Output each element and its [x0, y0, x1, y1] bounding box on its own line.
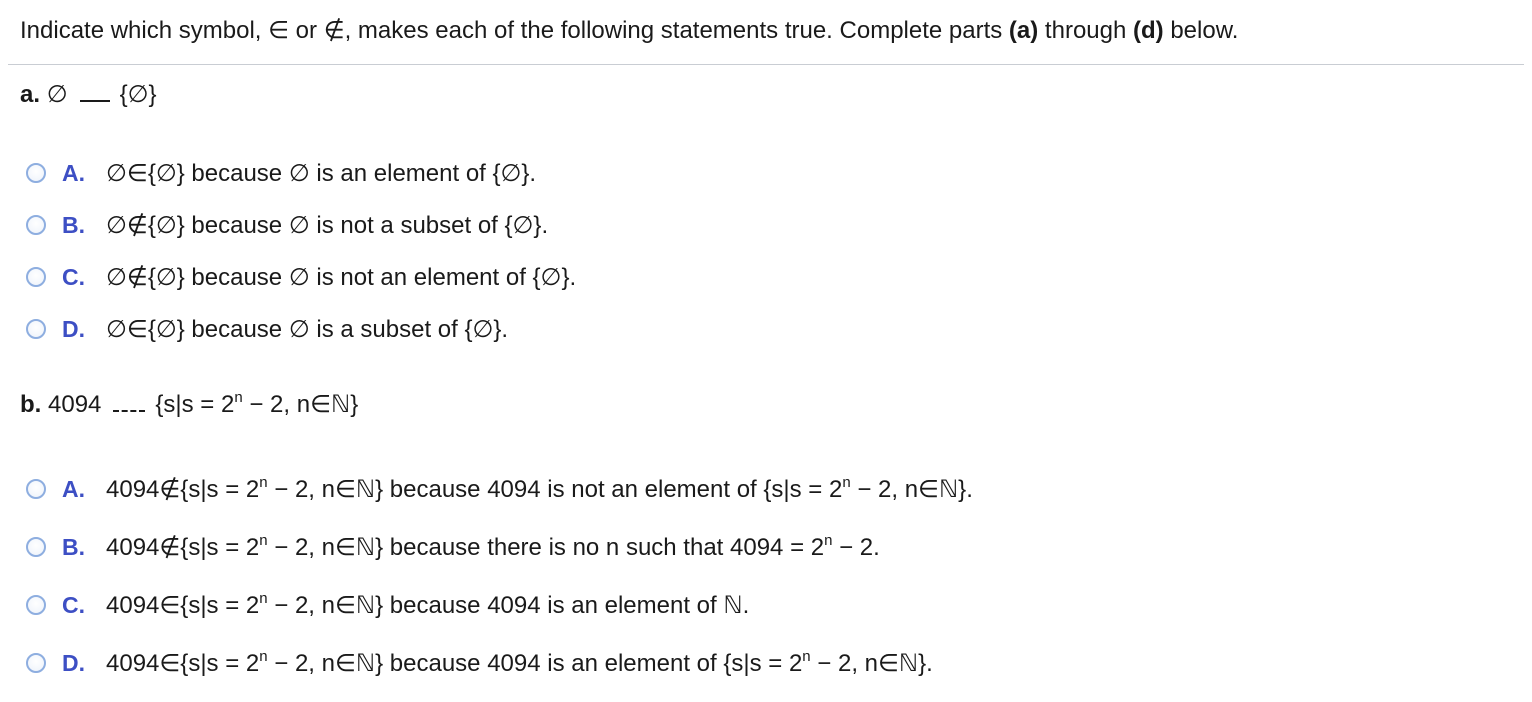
option-letter: C.	[62, 591, 85, 618]
radio-button[interactable]	[26, 267, 46, 287]
instructions-suffix: below.	[1163, 17, 1239, 44]
radio-button[interactable]	[26, 595, 46, 615]
radio-button[interactable]	[26, 319, 46, 339]
option-text-part: − 2, n∈ℕ}.	[810, 649, 933, 677]
part-b-set-suffix: − 2, n∈ℕ}	[242, 391, 359, 418]
exponent: n	[259, 647, 268, 665]
part-a-blank	[80, 99, 110, 102]
exponent: n	[824, 531, 833, 549]
radio-button[interactable]	[26, 215, 46, 235]
part-b-statement	[20, 388, 358, 422]
part-b-option-c[interactable]	[26, 588, 749, 622]
instructions-part-d: (d)	[1133, 17, 1164, 44]
part-b-option-a[interactable]	[26, 472, 973, 506]
option-letter: A.	[62, 475, 85, 502]
part-a-option-d[interactable]	[26, 312, 508, 346]
option-letter: A.	[62, 159, 85, 186]
option-text-part: 4094∉{s|s = 2	[106, 533, 260, 561]
option-text-part: 4094∉{s|s = 2	[106, 475, 260, 503]
option-letter: B.	[62, 211, 85, 238]
option-text	[106, 649, 933, 678]
option-letter: B.	[62, 533, 85, 560]
radio-button[interactable]	[26, 163, 46, 183]
radio-button[interactable]	[26, 653, 46, 673]
part-a-letter: a.	[20, 81, 41, 108]
option-text-part: − 2, n∈ℕ}.	[850, 475, 973, 503]
radio-button[interactable]	[26, 479, 46, 499]
exponent: n	[259, 531, 268, 549]
exponent: n	[259, 589, 268, 607]
instructions-text	[20, 14, 1238, 48]
radio-button[interactable]	[26, 537, 46, 557]
option-text-part: − 2, n∈ℕ} because 4094 is not an element of {s|s = 2	[267, 475, 843, 503]
option-text: ∅∉{∅} because ∅ is not a subset of {∅}.	[106, 211, 549, 239]
instructions-prefix: Indicate which symbol, ∈ or ∉, makes each of the following statements true. Complete parts	[20, 17, 1009, 44]
part-b-set-prefix: {s|s = 2	[155, 391, 235, 418]
option-text-part: − 2, n∈ℕ} because 4094 is an element of ℕ.	[267, 591, 750, 619]
part-a-statement	[20, 78, 157, 112]
part-a-option-a[interactable]	[26, 156, 536, 190]
part-a-left-operand: ∅	[46, 81, 68, 108]
part-a-right-operand: {∅}	[119, 81, 157, 108]
option-text: ∅∉{∅} because ∅ is not an element of {∅}.	[106, 263, 577, 291]
option-text: ∅∈{∅} because ∅ is a subset of {∅}.	[106, 315, 509, 343]
exponent: n	[802, 647, 811, 665]
part-b-exponent: n	[234, 389, 243, 406]
header-divider	[8, 64, 1524, 65]
option-text	[106, 475, 973, 504]
part-b-option-d[interactable]	[26, 646, 933, 680]
exponent: n	[259, 473, 268, 491]
option-text	[106, 591, 749, 620]
option-text-part: − 2, n∈ℕ} because there is no n such that 4094 = 2	[267, 533, 825, 561]
option-text-part: 4094∈{s|s = 2	[106, 649, 260, 677]
option-text-part: 4094∈{s|s = 2	[106, 591, 260, 619]
instructions-middle: through	[1038, 17, 1133, 44]
part-b-blank	[113, 409, 145, 412]
option-text	[106, 533, 880, 562]
option-letter: C.	[62, 263, 85, 290]
option-text-part: − 2, n∈ℕ} because 4094 is an element of {s|s = 2	[267, 649, 803, 677]
option-text-part: − 2.	[832, 533, 880, 561]
part-b-letter: b.	[20, 391, 42, 418]
instructions-part-a: (a)	[1008, 17, 1039, 44]
option-text: ∅∈{∅} because ∅ is an element of {∅}.	[106, 159, 537, 187]
option-letter: D.	[62, 315, 85, 342]
part-a-option-b[interactable]	[26, 208, 548, 242]
part-b-option-b[interactable]	[26, 530, 880, 564]
exponent: n	[842, 473, 851, 491]
option-letter: D.	[62, 649, 85, 676]
part-a-option-c[interactable]	[26, 260, 576, 294]
part-b-left-operand: 4094	[48, 391, 102, 418]
